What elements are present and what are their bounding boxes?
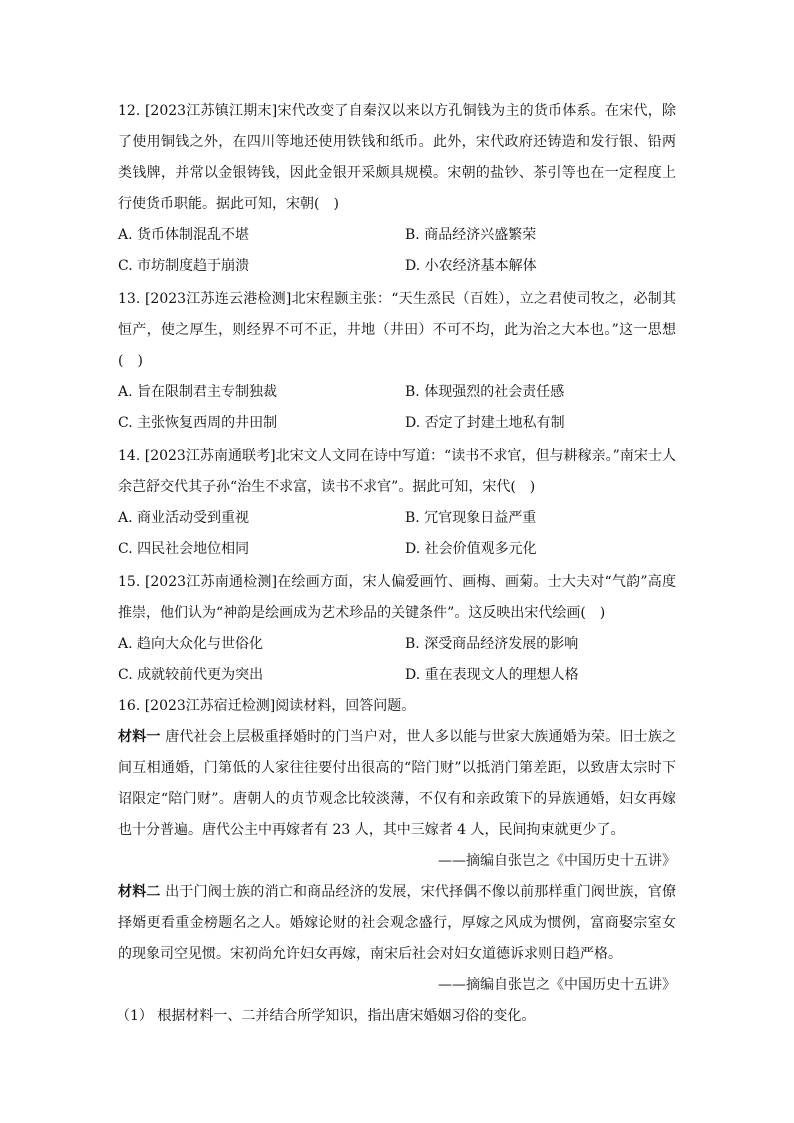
option-a: A. 商业活动受到重视 (118, 510, 250, 526)
material-2 (118, 877, 676, 970)
option-b: B. 商品经济兴盛繁荣 (405, 227, 537, 243)
material-source: ——摘编自张岂之《中国历史十五讲》 (438, 853, 676, 869)
options-grid (118, 377, 676, 439)
question-stem: 15. [2023江苏南通检测]在绘画方面，宋人偏爱画竹、画梅、画菊。士大夫对“气韵”高度推崇，他们认为“神韵是绘画成为艺术珍品的关键条件”。这反映出宋代绘画( ) (118, 574, 676, 621)
options-grid (118, 220, 676, 282)
material-1 (118, 722, 676, 846)
sub-question-1: （1） 根据材料一、二并结合所学知识，指出唐宋婚姻习俗的变化。 (116, 1008, 536, 1024)
option-b: B. 冗官现象日益严重 (405, 510, 537, 526)
material-text: 唐代社会上层极重择婚时的门当户对，世人多以能与世家大族通婚为荣。旧士族之间互相通婚，门第低的人家往往要付出很高的“陪门财”以抵消门第差距，以致唐太宗时下诏限定“陪门财”。唐朝人的贞节观念比较淡薄，不仅有和亲政策下的异族通婚，妇女再嫁也十分普遍。唐代公主中再嫁者有 23 人，其中三嫁者 4 人，民间拘束就更少了。 (118, 729, 677, 838)
option-b: B. 体现强烈的社会责任感 (405, 384, 565, 400)
option-d: D. 否定了封建土地私有制 (405, 415, 565, 431)
options-grid (118, 629, 676, 691)
material-text: 出于门阀士族的消亡和商品经济的发展，宋代择偶不像以前那样重门阀世族，官僚择婿更看重金榜题名之人。婚嫁论财的社会观念盛行，厚嫁之风成为惯例，富商娶宗室女的现象司空见惯。宋初尚允许妇女再嫁，南宋后社会对妇女道德诉求则日趋严格。 (118, 884, 677, 962)
material-source: ——摘编自张岂之《中国历史十五讲》 (438, 977, 676, 993)
option-b: B. 深受商品经济发展的影响 (405, 636, 579, 652)
question-14 (118, 441, 676, 565)
option-a: A. 趋向大众化与世俗化 (118, 636, 264, 652)
material-label: 材料一 (118, 729, 161, 745)
option-c: C. 主张恢复西周的井田制 (118, 415, 278, 431)
option-a: A. 旨在限制君主专制独裁 (118, 384, 278, 400)
question-stem: 13. [2023江苏连云港检测]北宋程颢主张：“天生烝民（百姓），立之君使司牧之，必制其恒产，使之厚生，则经界不可不正，井地（井田）不可不均，此为治之大本也。”这一思想( ) (118, 291, 676, 369)
question-12 (118, 96, 676, 282)
option-d: D. 小农经济基本解体 (405, 258, 537, 274)
question-stem: 14. [2023江苏南通联考]北宋文人文同在诗中写道：“读书不求官，但与耕稼亲。”南宋士人余芑舒交代其子孙“治生不求富，读书不求官”。据此可知，宋代( ) (118, 448, 676, 495)
question-16 (118, 691, 676, 1032)
question-13 (118, 284, 676, 439)
option-c: C. 四民社会地位相同 (118, 541, 250, 557)
option-c: C. 市坊制度趋于崩溃 (118, 258, 250, 274)
question-stem: 12. [2023江苏镇江期末]宋代改变了自秦汉以来以方孔铜钱为主的货币体系。在宋代，除了使用铜钱之外，在四川等地还使用铁钱和纸币。此外，宋代政府还铸造和发行银、铅两类钱牌，并常以金银铸钱，因此金银开采颇具规模。宋朝的盐钞、茶引等也在一定程度上行使货币职能。据此可知，宋朝( ) (118, 103, 676, 212)
option-d: D. 重在表现文人的理想人格 (405, 667, 579, 683)
option-d: D. 社会价值观多元化 (405, 541, 537, 557)
option-c: C. 成就较前代更为突出 (118, 667, 264, 683)
option-a: A. 货币体制混乱不堪 (118, 227, 250, 243)
options-grid (118, 503, 676, 565)
question-stem: 16. [2023江苏宿迁检测]阅读材料，回答问题。 (118, 698, 416, 714)
material-label: 材料二 (118, 884, 161, 900)
question-15 (118, 567, 676, 691)
